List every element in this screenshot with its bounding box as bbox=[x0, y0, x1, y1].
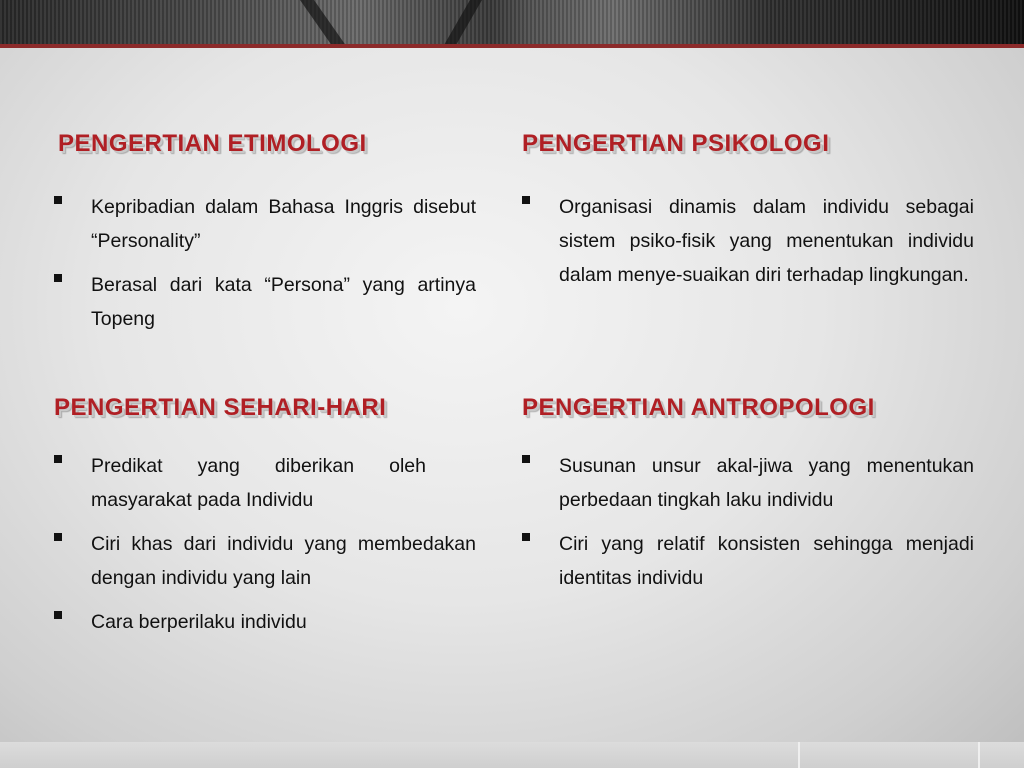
list-item-text: Ciri yang relatif konsisten sehingga menjadi identitas individu bbox=[559, 533, 974, 589]
square-bullet-icon bbox=[54, 196, 62, 204]
list-item-text: Berasal dari kata “Persona” yang artinya Topeng bbox=[91, 274, 476, 330]
header-accent-line bbox=[0, 44, 1024, 48]
list-psikologi bbox=[522, 190, 974, 302]
list-item-text: Ciri khas dari individu yang membedakan dengan individu yang lain bbox=[91, 533, 476, 589]
list-item bbox=[54, 605, 476, 639]
list-sehari-hari bbox=[54, 449, 476, 649]
square-bullet-icon bbox=[54, 611, 62, 619]
list-item-text: Kepribadian dalam Bahasa Inggris disebut “Personality” bbox=[91, 196, 476, 252]
heading-psikologi: PENGERTIAN PSIKOLOGI bbox=[522, 130, 830, 157]
square-bullet-icon bbox=[54, 533, 62, 541]
list-item-text: Predikat yang diberikan oleh masyarakat pada Individu bbox=[91, 455, 426, 511]
list-item bbox=[54, 268, 476, 336]
list-item-text: Cara berperilaku individu bbox=[91, 611, 307, 633]
square-bullet-icon bbox=[522, 196, 530, 204]
list-item bbox=[522, 449, 974, 517]
heading-etimologi: PENGERTIAN ETIMOLOGI bbox=[58, 130, 367, 157]
square-bullet-icon bbox=[54, 274, 62, 282]
list-item-text: Susunan unsur akal-jiwa yang menentukan perbedaan tingkah laku individu bbox=[559, 455, 974, 511]
list-item bbox=[54, 449, 476, 517]
wheel-spoke-decoration bbox=[300, 0, 345, 44]
header-banner bbox=[0, 0, 1024, 44]
heading-antropologi: PENGERTIAN ANTROPOLOGI bbox=[522, 394, 875, 421]
list-item bbox=[54, 527, 476, 595]
footer-divider bbox=[798, 742, 800, 768]
footer-strip bbox=[0, 742, 1024, 768]
square-bullet-icon bbox=[522, 455, 530, 463]
heading-sehari-hari: PENGERTIAN SEHARI-HARI bbox=[54, 394, 387, 421]
wheel-spoke-decoration bbox=[445, 0, 482, 44]
square-bullet-icon bbox=[522, 533, 530, 541]
footer-divider bbox=[978, 742, 980, 768]
square-bullet-icon bbox=[54, 455, 62, 463]
list-item bbox=[54, 190, 476, 258]
list-item-text: Organisasi dinamis dalam individu sebagai sistem psiko-fisik yang menentukan individu dalam menye-suaikan diri terhadap lingkungan. bbox=[559, 196, 974, 286]
list-item bbox=[522, 190, 974, 292]
list-antropologi bbox=[522, 449, 974, 605]
list-etimologi bbox=[54, 190, 476, 346]
list-item bbox=[522, 527, 974, 595]
